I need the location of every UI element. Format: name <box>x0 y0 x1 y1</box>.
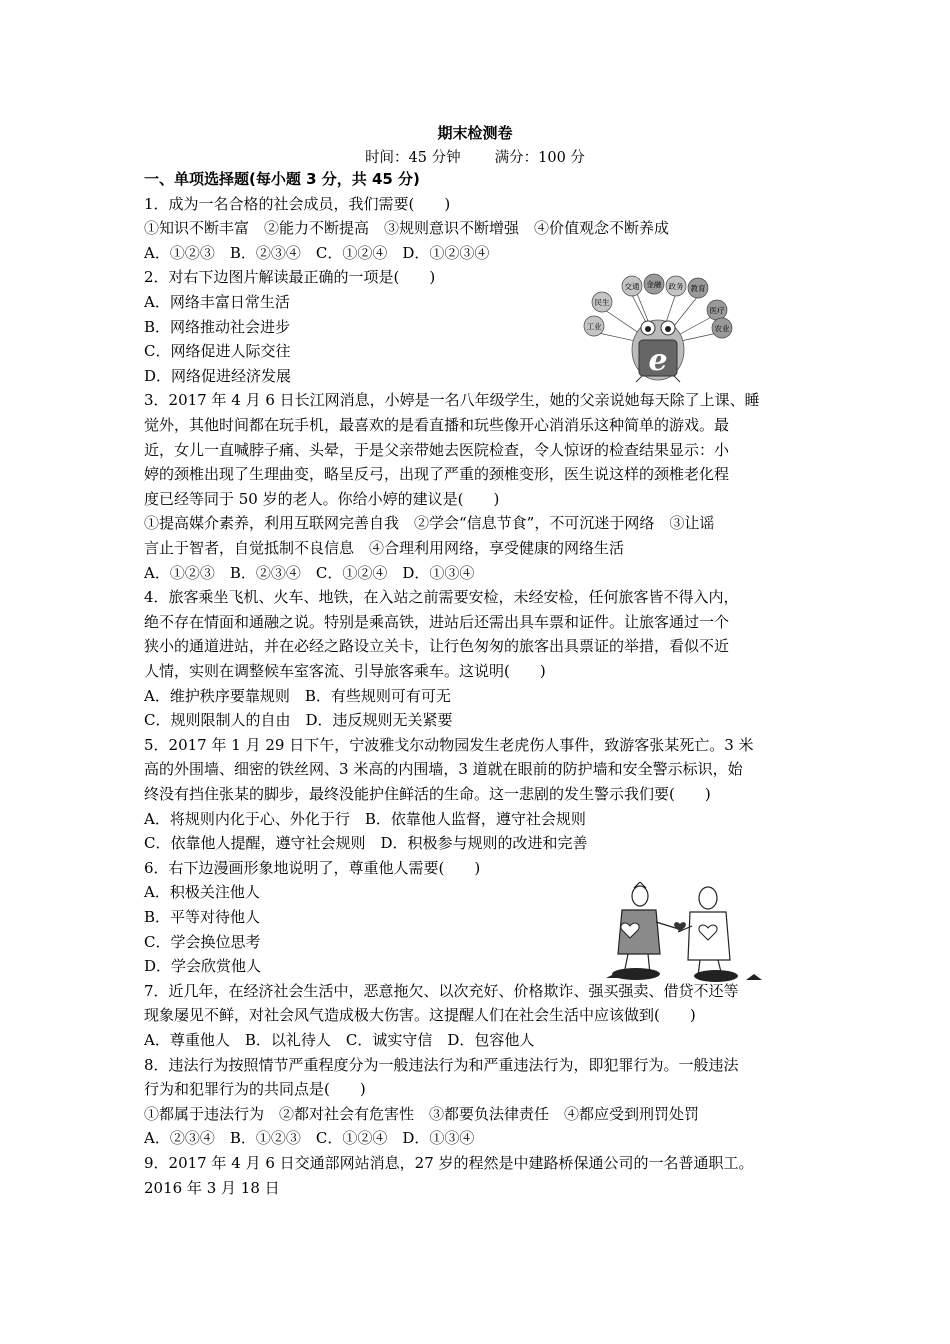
text-line: 言止于智者，自觉抵制不良信息 ④合理利用网络，享受健康的网络生活 <box>144 539 625 557</box>
text-line: 狭小的通道进站，并在必经之路设立关卡，让行色匆匆的旅客出具票证的举措，看似不近 <box>144 637 730 656</box>
text-line: A．尊重他人 B．以礼待人 C．诚实守信 D．包容他人 <box>144 1031 535 1049</box>
balloon-label: 工业 <box>586 322 602 331</box>
balloon-label: 民生 <box>594 298 610 307</box>
browser-character-icon <box>632 320 684 382</box>
right-person-head <box>699 887 717 909</box>
text-line: 2016 年 3 月 18 日 <box>144 1178 280 1197</box>
text-line: A．将规则内化于心、外化于行 B．依靠他人监督，遵守社会规则 <box>144 809 586 828</box>
text-line: 6．右下边漫画形象地说明了，尊重他人需要( ) <box>144 858 481 877</box>
page-title: 期末检测卷 <box>437 124 513 142</box>
balloon-label: 政务 <box>668 282 684 291</box>
text-line: A．②③④ B．①②③ C．①②④ D．①③④ <box>144 1129 475 1148</box>
text-line: ①提高媒介素养，利用互联网完善自我 ②学会“信息节食”，不可沉迷于网络 ③让谣 <box>144 514 715 533</box>
text-line: C．依靠他人提醒，遵守社会规则 D．积极参与规则的改进和完善 <box>144 834 588 853</box>
heart-icon <box>674 922 686 932</box>
text-line: ①都属于违法行为 ②都对社会有危害性 ③都要负法律责任 ④都应受到刑罚处罚 <box>144 1104 700 1123</box>
time-limit: 时间：45 分钟 <box>365 150 461 166</box>
exam-meta <box>0 146 950 167</box>
text-line: 7．近几年，在经济社会生活中，恶意拖欠、以次充好、价格欺诈、强买强卖、借贷不还等 <box>144 981 739 1000</box>
text-line: A．①②③ B．②③④ C．①②④ D．①③④ <box>144 563 475 582</box>
balloon-label: 金融 <box>646 280 662 289</box>
ie-logo-glyph: e <box>648 343 668 378</box>
text-line: 行为和犯罪行为的共同点是( ) <box>144 1080 366 1099</box>
text-line: 人情，实则在调整候车室客流、引导旅客乘车。这说明( ) <box>144 662 546 680</box>
text-line: B．平等对待他人 <box>144 908 261 926</box>
left-person-head <box>632 886 648 906</box>
text-line: 近，女儿一直喊脖子痛、头晕，于是父亲带她去医院检查，令人惊讶的检查结果显示：小 <box>144 440 730 459</box>
text-line: 觉外，其他时间都在玩手机，最喜欢的是看直播和玩些像开心消消乐这种简单的游戏。最 <box>144 416 730 434</box>
text-line: 现象屡见不鲜，对社会风气造成极大伤害。这提醒人们在社会生活中应该做到( ) <box>144 1006 696 1025</box>
text-line: ①知识不断丰富 ②能力不断提高 ③规则意识不断增强 ④价值观念不断养成 <box>144 219 670 238</box>
text-line: 4．旅客乘坐飞机、火车、地铁，在入站之前需要安检，未经安检，任何旅客皆不得入内， <box>144 588 739 607</box>
text-line: A．积极关注他人 <box>144 883 260 902</box>
ground-shadows <box>606 968 762 982</box>
balloon-label: 交通 <box>624 282 640 291</box>
balloon-label: 医疗 <box>709 306 725 315</box>
balloon-label: 农业 <box>714 324 730 333</box>
text-line: 2．对右下边图片解读最正确的一项是( ) <box>144 268 436 287</box>
text-line: 9．2017 年 4 月 6 日交通部网站消息，27 岁的程然是中建路桥保通公司的一名普通职工。 <box>144 1154 754 1172</box>
text-line: A．维护秩序要靠规则 B．有些规则可有可无 <box>144 686 451 705</box>
text-line: C．学会换位思考 <box>144 932 261 951</box>
balloon-label: 教育 <box>690 284 706 293</box>
text-line: 度已经等同于 50 岁的老人。你给小婷的建议是( ) <box>144 489 500 508</box>
text-line: 5．2017 年 1 月 29 日下午，宁波雅戈尔动物园发生老虎伤人事件，致游客张某死亡。3 米 <box>144 735 754 754</box>
text-line: 绝不存在情面和通融之说。特别是乘高铁，进站后还需出具车票和证件。让旅客通过一个 <box>144 612 730 631</box>
text-line: 1．成为一名合格的社会成员，我们需要( ) <box>144 194 451 213</box>
text-line: 3．2017 年 4 月 6 日长江网消息，小婷是一名八年级学生，她的父亲说她每天除了上课、睡 <box>144 391 760 410</box>
respect-cartoon-figure <box>600 882 770 984</box>
text-line: B．网络推动社会进步 <box>144 317 291 336</box>
text-line: 高的外围墙、细密的铁丝网、3 米高的内围墙，3 道就在眼前的防护墙和安全警示标识，始 <box>144 760 743 779</box>
text-line: C．网络促进人际交往 <box>144 342 291 361</box>
text-line: 8．违法行为按照情节严重程度分为一般违法行为和严重违法行为，即犯罪行为。一般违法 <box>144 1055 739 1074</box>
text-line: 婷的颈椎出现了生理曲变，略呈反弓，出现了严重的颈椎变形，医生说这样的颈椎老化程 <box>144 465 730 484</box>
text-line: 终没有挡住张某的脚步，最终没能护住鲜活的生命。这一悲剧的发生警示我们要( ) <box>144 785 711 803</box>
text-line: A．①②③ B．②③④ C．①②④ D．①②③④ <box>144 243 490 262</box>
section-heading: 一、单项选择题(每小题 3 分，共 45 分) <box>144 170 420 188</box>
text-line: C．规则限制人的自由 D．违反规则无关紧要 <box>144 711 453 730</box>
text-line: A．网络丰富日常生活 <box>144 293 290 311</box>
network-balloon-figure <box>572 272 744 384</box>
text-line: D．学会欣赏他人 <box>144 957 262 976</box>
text-line: D．网络促进经济发展 <box>144 366 292 385</box>
full-score: 满分：100 分 <box>494 150 585 166</box>
